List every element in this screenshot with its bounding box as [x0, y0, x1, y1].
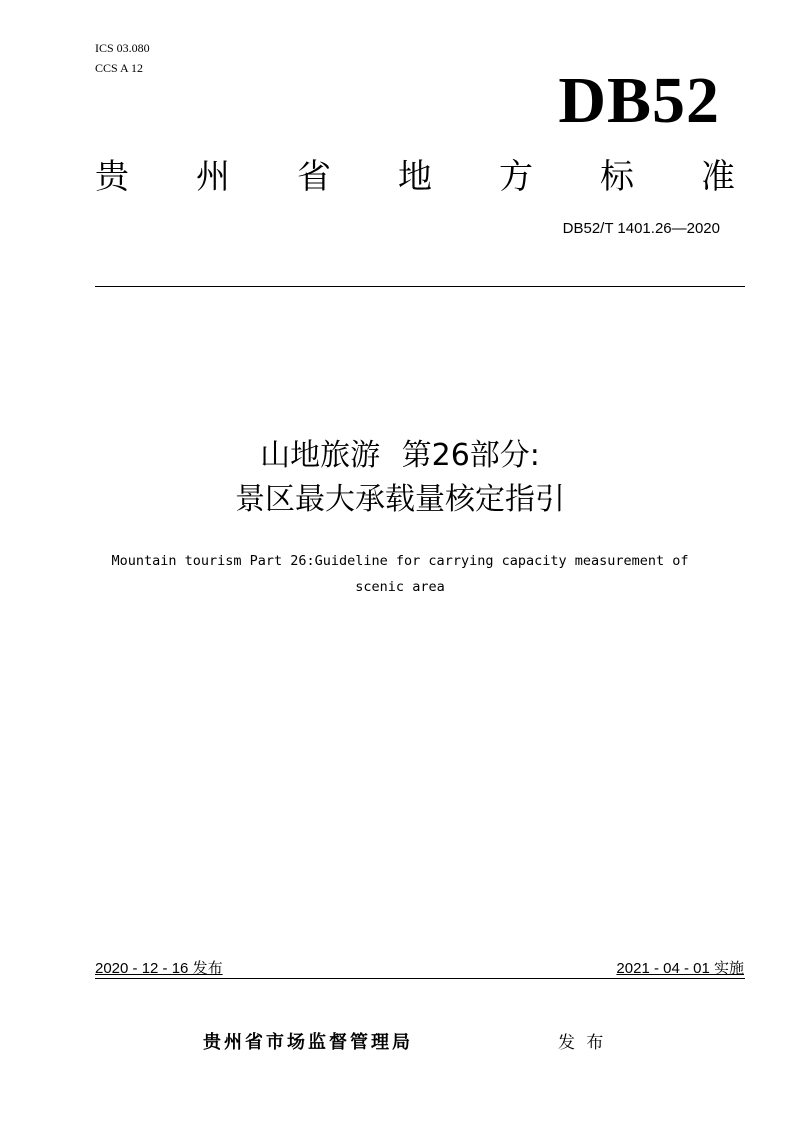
standard-type-char: 贵 [95, 157, 129, 197]
chinese-title-line-1: 山地旅游 第26部分: [260, 438, 540, 473]
implement-date: 2021 - 04 - 01 实施 [616, 960, 744, 977]
standard-code: DB52 [558, 64, 720, 137]
english-title-line-1: Mountain tourism Part 26:Guideline for carrying capacity measurement of [111, 553, 689, 569]
standard-type-char: 准 [701, 157, 735, 197]
standard-type-char: 地 [398, 157, 432, 197]
header-divider [95, 286, 745, 287]
standard-type-heading [95, 155, 735, 199]
publisher-name: 贵州省市场监督管理局 [203, 1032, 413, 1053]
publish-label: 发 布 [558, 1033, 604, 1053]
footer-divider [95, 978, 745, 979]
standard-type-char: 标 [600, 157, 634, 197]
standard-type-char: 州 [196, 157, 230, 197]
ccs-code: CCS A 12 [95, 61, 144, 75]
publish-date: 2020 - 12 - 16 发布 [95, 960, 223, 977]
english-title-line-2: scenic area [355, 579, 445, 595]
standard-type-char: 省 [297, 157, 331, 197]
standard-type-char: 方 [499, 157, 533, 197]
chinese-title-line-2: 景区最大承载量核定指引 [235, 482, 565, 517]
standard-number: DB52/T 1401.26—2020 [562, 220, 720, 237]
ics-code: ICS 03.080 [95, 41, 150, 55]
